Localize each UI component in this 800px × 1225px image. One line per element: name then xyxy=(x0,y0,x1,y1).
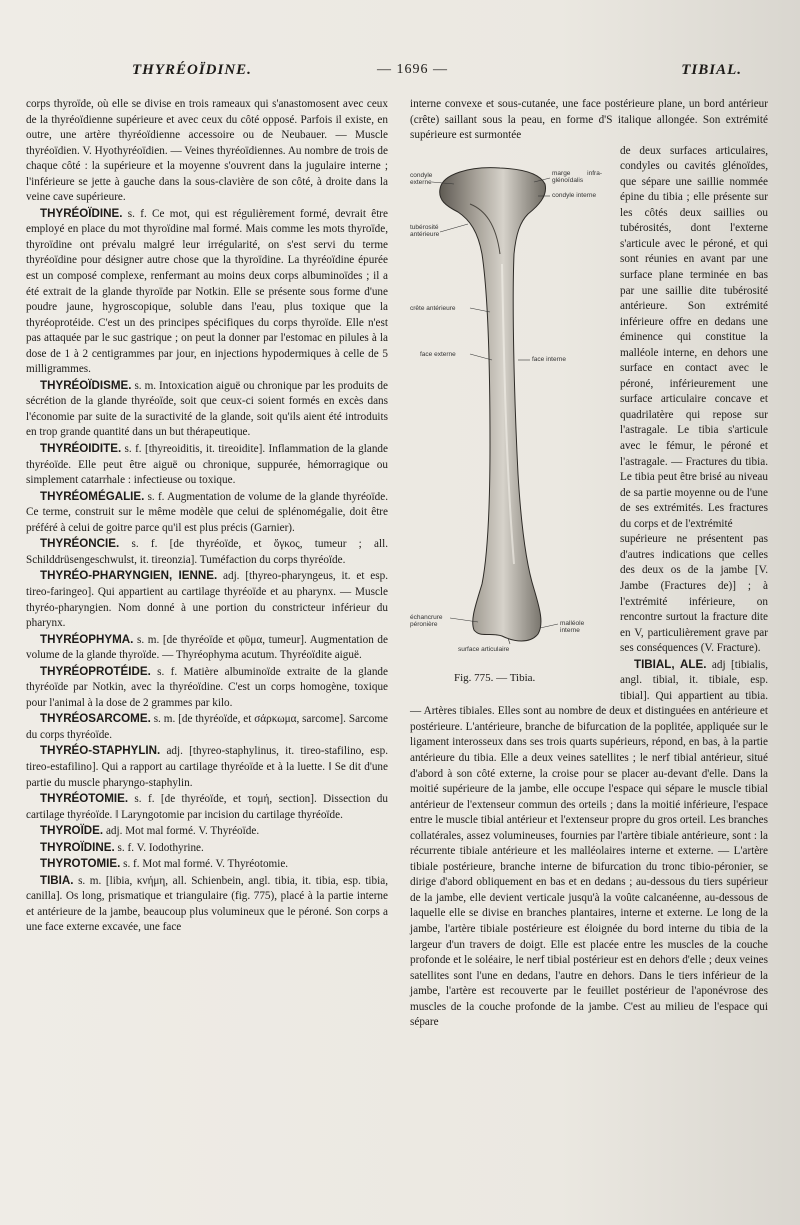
label-face-interne: face interne xyxy=(532,355,566,363)
figure-caption: Fig. 775. — Tibia. xyxy=(454,671,536,684)
entry-thyrotomie: THYROTOMIE. s. f. Mot mal formé. V. Thyréotomie. xyxy=(40,857,289,871)
entry-continuation: corps thyroïde, où elle se divise en trois rameaux qui s'anastomosent avec ceux de la thyréoïdienne supérieure et avec ceux du côté opposé. Parfois il existe, en outre, une artère thyréoïdienne accessoire ou de Neubauer. — Muscle thyréoïdien. V. Hyothyréoïdien. — Veines thyréoïdiennes. Au nombre de trois de chaque côté : la supérieure et la moyenne s'ouvrent dans la jugulaire interne ; l'inférieure se jette à gauche dans la sous-clavière de son côté, à droite dans la veine cave supérieure. xyxy=(26,98,388,204)
page-number: — 1696 — xyxy=(377,62,448,77)
label-surface: surface articulaire xyxy=(458,645,510,653)
entry-thyreoncie: THYRÉONCIE. s. f. [de thyréoïde, et ὄγκος, tumeur ; all. Schilddrüsengeschwulst, it. tireonzia]. Tuméfaction du corps thyréoïde. xyxy=(26,537,388,566)
entry-thyreophyma: THYRÉOPHYMA. s. m. [de thyréoïde et φῦμα, tumeur]. Augmentation de volume de la glande thyroïde. — Thyréophyma acutum. Thyréoïdite aiguë. xyxy=(26,632,388,662)
tibia-description: de deux surfaces articulaires, condyles ou cavités glénoïdes, que sépare une saillie nommée épine du tibia ; elle présente sur les côtés deux saillies ou tubérosités, dont l'externe s'articule avec le péroné, et qui sont réunies en avant par une surface plane terminée en bas par une saillie dite tubérosité antérieure. Son extrémité inférieure offre en dedans une éminence qui constitue la malléole interne, en dehors une surface en contact avec le péroné, inférieurement une surface articulaire concave et quadrilatère qui repose sur l'astragale. Le tibia s'articule avec le fémur, le péroné et l'astragale. — Fractures du tibia. Le tibia peut être brisé au niveau de sa partie moyenne ou de l'une de ses extrémités. Les fractures du corps et de l'extrémité xyxy=(620,144,768,530)
entry-thyroidine: THYROÏDINE. s. f. V. Iodothyrine. xyxy=(40,840,204,854)
entry-thyreosarcome: THYRÉOSARCOME. s. m. [de thyréoïde, et σάρκωμα, sarcome]. Sarcome du corps thyréoïde. xyxy=(26,712,388,741)
label-crete: crête antérieure xyxy=(410,304,456,312)
entry-thyreoproteide: THYRÉOPROTÉIDE. s. f. Matière albuminoïde extraite de la glande thyréoïde par Notkin, avec la thyréoïdine. C'est un corps homogène, toxique pour l'animal à la dose de 2 grammes par kilo. xyxy=(26,664,388,709)
label-condyle-externe: condyle externe xyxy=(410,171,433,186)
entry-thyreotomie: THYRÉOTOMIE. s. f. [de thyréoïde, et τομή, section]. Dissection du cartilage thyréoïde. ‖ Laryngotomie par incision du cartilage thyréoïde. xyxy=(26,792,388,821)
left-column xyxy=(26,97,388,936)
label-marge: marge infra-glénoïdalis xyxy=(552,169,602,184)
label-malleole: malléole interne xyxy=(560,619,585,634)
entry-thyreomegalie: THYRÉOMÉGALIE. s. f. Augmentation de volume de la glande thyréoïde. Ce terme, construit sur le même modèle que celui de splénomégalie, doit être préféré à celui de goitre parce qu'il est plus précis (Garnier). xyxy=(26,489,388,534)
label-condyle-interne: condyle interne xyxy=(552,191,597,199)
running-head-right: TIBIAL. xyxy=(681,62,742,78)
tibia-fractures: supérieure ne présentent pas d'autres indications que celles des deux os de la jambe [V. Jambe (Fractures de)] ; à l'extrémité inférieure, on rencontre surtout la fracture dite en V, particulièrement grave par ses conséquences (V. Fracture). xyxy=(620,533,768,655)
label-tuberosite: tubérosité antérieure xyxy=(410,223,440,238)
entry-thyreo-staphylin: THYRÉO-STAPHYLIN. adj. [thyreo-staphylinus, it. tireo-stafilino, esp. tireo-estafilino]. Qui a rapport au cartilage thyréoïde et à la luette. ‖ Se dit d'une partie du muscle pharyngo-staphylin. xyxy=(26,744,388,789)
entry-thyreoidisme: THYRÉOÏDISME. s. m. Intoxication aiguë ou chronique par les produits de sécrétion de la glande thyréoïde, soit que ceux-ci soient formés en excès dans l'économie par suite de la suractivité de la glande, soit qu'ils aient été introduits en trop grande quantité dans un but thérapeutique. xyxy=(26,378,388,439)
right-column xyxy=(410,97,768,1031)
label-face-externe: face externe xyxy=(420,350,456,358)
running-head-left: THYRÉOÏDINE. xyxy=(132,62,252,78)
tibia-bone-illustration xyxy=(410,144,614,669)
entry-thyreoidine: THYRÉOÏDINE. s. f. Ce mot, qui est régulièrement formé, devrait être employé en place du mot thyroïdine mal formé. Mais comme les mots thyroïde, thyroïdine ont prévalu malgré leur irrégularité, on s'est servi du terme thyréoïdine pour désigner autre chose que la thyroïdine. La thyréoïdine épurée est un composé complexe, renfermant au moins deux corps albuminoïdes ; il a été extrait de la glande thyroïde par Notkin. Elle se présente sous forme d'une poudre jaune, hygroscopique, soluble dans l'eau, plus toxique que la thyréoprotéide. C'est un des principes spécifiques du corps thyroïde. Elle n'est pas attaquée par le suc gastrique ; on peut la donner par l'estomac en pilules à la dose de 1 à 2 centigrammes par jour, en injections hypodermiques à celle de 5 milligrammes. xyxy=(26,206,388,376)
entry-tibia: TIBIA. s. m. [libia, κνήμη, all. Schienbein, angl. tibia, it. tibia, esp. tibia, canilla]. Os long, prismatique et triangulaire (fig. 775), placé à la partie interne et antérieure de la jambe, beaucoup plus volumineux que le péroné. Son corps a une face externe excavée, une face xyxy=(26,873,388,934)
entry-thyreo-pharyngien: THYRÉO-PHARYNGIEN, IENNE. adj. [thyreo-pharyngeus, it. et esp. tireo-faringeo]. Qui appartient au cartilage thyréoïde et au pharynx. — Muscle thyréo-pharyngien. Nom donné à une portion du constricteur inférieur du pharynx. xyxy=(26,569,389,630)
label-echancrure: échancrure péronière xyxy=(410,613,443,628)
tibia-continuation: interne convexe et sous-cutanée, une face postérieure plane, un bord antérieur (crête) saillant sous la peau, en forme d'S italique allongée. Son extrémité supérieure est surmontée xyxy=(410,98,768,142)
entry-thyreoidite: THYRÉOIDITE. s. f. [thyreoiditis, it. tireoidite]. Inflammation de la glande thyréoïde. Elle peut être aiguë ou chronique, suppurée, hémorragique ou simplement catarrhale : infectieuse ou toxique. xyxy=(26,442,388,487)
entry-tibial: TIBIAL, ALE. adj [tibialis, angl. tibial, it. tibiale, esp. tibial]. Qui appartient au tibia. — Artères tibiales. Elles sont au nombre de deux et distinguées en antérieure et postérieure. L'antérieure, branche de bifurcation de la poplitée, appliquée sur le ligament interosseux dans ses trois quarts supérieurs, répond, en bas, à la partie antérieure du tibia. Elle a deux veines satellites ; le nerf tibial antérieur, situé d'abord à son côté externe, la croise pour se placer au-devant d'elle. Dans la moitié supérieure de la jambe, elle occupe l'espace qui sépare le muscle tibial antérieur de l'extenseur commun des orteils ; dans la moitié inférieure, l'espace entre le muscle tibial antérieur et l'extenseur propre du gros orteil. Les branches collatérales, assez volumineuses, fournies par l'artère tibiale antérieure, sont : la récurrente tibiale antérieure et les malléolaires interne et externe. — L'artère tibiale postérieure, branche interne de bifurcation du tronc tibio-péronier, se dirige d'abord obliquement en bas et en dedans ; au-dessous du tiers supérieur de la jambe, elle devient verticale jusqu'à la voûte calcanéenne, au-dessous de laquelle elle se divise en branches plantaires, interne et externe. Le long de la jambe, l'artère tibiale postérieure est éloignée du bord interne du tibia de la largeur d'un travers de doigt. Elle est placée entre les muscles de la couche profonde et le soléaire, le nerf tibial postérieur est en dehors d'elle ; deux veines satellites sont l'une en dedans, l'autre en dehors. Dans le tiers inférieur de la jambe, l'artère est recouverte par le feuillet postérieur de l'aponévrose des muscles de la couche profonde de la jambe. C'est au milieu de l'espace qui sépare xyxy=(410,657,768,1029)
page-header xyxy=(22,62,770,84)
entry-thyroide: THYROÏDE. adj. Mot mal formé. V. Thyréoïde. xyxy=(40,824,260,838)
tibia-figure xyxy=(410,144,614,694)
